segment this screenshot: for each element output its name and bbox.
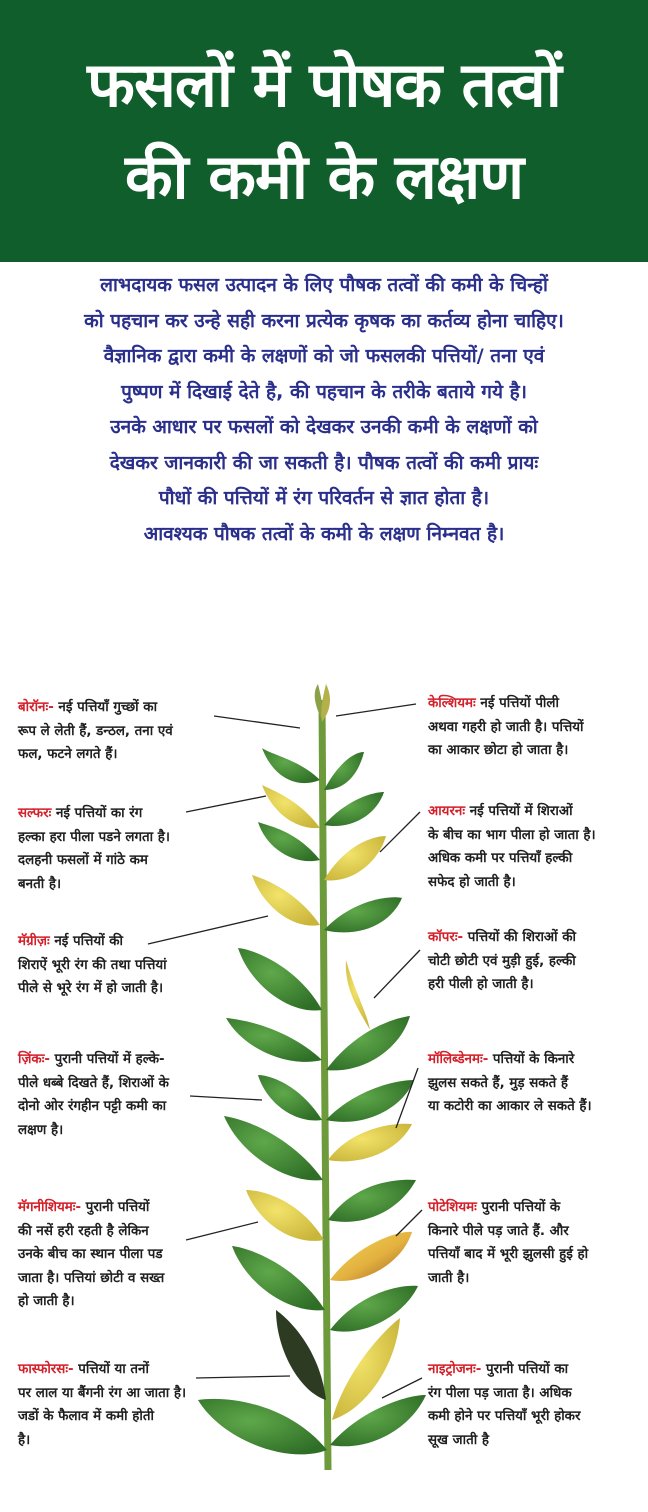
leaf bbox=[226, 1018, 322, 1062]
note-potassium: पोटेशियमः पुरानी पत्तियों के किनारे पीले पड़ जाते हैं. और पत्तियाँ बाद में भूरी झुलसी हुई हो जाती है। bbox=[428, 1200, 589, 1286]
intro-line: देखकर जानकारी की जा सकती है। पौषक तत्वों की कमी प्रायः bbox=[109, 451, 539, 474]
nutrient-name: मॅगनीशियमः- bbox=[18, 1200, 82, 1215]
leaf bbox=[330, 1232, 412, 1281]
note-zinc: ज़िंकः- पुरानी पत्तियों में हल्के- पीले धब्बे दिखते हैं, शिराओं के दोनो ओर रंगहीन पट्टी कमी का लक्षण है। bbox=[18, 1052, 169, 1138]
leaf bbox=[258, 822, 320, 861]
title-line-1: फसलों में पोषक तत्वों bbox=[87, 48, 561, 121]
nutrient-name: नाइट्रोजनः- bbox=[428, 1362, 482, 1377]
intro-line: लाभदायक फसल उत्पादन के लिए पौषक तत्वों की कमी के चिन्हों bbox=[100, 274, 548, 296]
leader-line bbox=[214, 716, 300, 728]
intro-line: आवश्यक पौषक तत्वों के कमी के लक्षण निम्नवत है। bbox=[143, 522, 505, 545]
leaf bbox=[328, 1180, 416, 1222]
nutrient-name: मॉलिब्डेनमः- bbox=[428, 1052, 489, 1067]
intro-line: पुष्पण में दिखाई देते है, की पहचान के तरीके बताये गये है। bbox=[121, 380, 527, 403]
leaf bbox=[232, 1246, 325, 1310]
leaf bbox=[324, 752, 364, 790]
leader-line bbox=[382, 1378, 422, 1398]
nutrient-name: केल्शियमः bbox=[428, 696, 476, 711]
nutrient-name: मॅग्रीज़ः bbox=[18, 934, 50, 949]
leaf bbox=[224, 1116, 323, 1180]
leaf bbox=[324, 792, 384, 826]
note-calcium: केल्शियमः नई पत्तियों पीली अथवा गहरी हो जाती है। पत्तियों का आकार छोटा हो जाता है। bbox=[428, 696, 584, 758]
nutrient-name: बोरॉनः- bbox=[18, 700, 54, 715]
bud-leaf bbox=[321, 684, 330, 722]
nutrient-name: सल्फरः bbox=[18, 806, 52, 821]
stem bbox=[322, 700, 328, 1470]
leaf bbox=[246, 1190, 324, 1241]
nutrient-name: पोटेशियमः bbox=[428, 1200, 477, 1215]
intro-line: उनके आधार पर फसलों को देखकर उनकी कमी के लक्षणों को bbox=[110, 416, 538, 438]
leaf bbox=[258, 1075, 322, 1120]
note-phosphorus: फास्फोरसः- पत्तियों या तनों पर लाल या बैंगनी रंग आ जाता है। जडों के फैलाव में कमी होती है। bbox=[18, 1362, 187, 1448]
leaf bbox=[328, 1124, 412, 1162]
leaf bbox=[330, 1286, 418, 1332]
leaf bbox=[252, 875, 320, 926]
nutrient-name: ज़िंकः- bbox=[18, 1052, 50, 1067]
intro-line: वैज्ञानिक द्वारा कमी के लक्षणों को जो फसलकी पत्तियों/ तना एवं bbox=[103, 345, 545, 367]
leaf bbox=[324, 836, 386, 881]
leaf bbox=[262, 785, 320, 828]
title-line-2: की कमी के लक्षण bbox=[124, 140, 524, 213]
leaf bbox=[346, 960, 370, 1030]
note-molybdenum: मॉलिब्डेनमः- पत्तियों के किनारे झुलस सकते हैं, मुड़ सकते हैं या कटोरी का आकार ले सकते हैं। bbox=[428, 1052, 592, 1114]
leader-line bbox=[336, 704, 416, 716]
intro-line: को पहचान कर उन्हे सही करना प्रत्येक कृषक का कर्तव्य होना चाहिए। bbox=[84, 309, 564, 332]
leader-line bbox=[374, 950, 420, 998]
leader-line bbox=[380, 812, 420, 852]
note-boron: बोरॉनः- नई पत्तियाँ गुच्छों का रूप ले लेती हैं, डन्ठल, तना एवं फल, फटने लगते हैं। bbox=[18, 700, 173, 762]
leaf bbox=[262, 748, 320, 783]
note-iron: आयरनः नई पत्तियों में शिराओं के बीच का भाग पीला हो जाता है। अधिक कमी पर पत्तियाँ हल्की सफेद हो जाती है। bbox=[428, 804, 596, 890]
intro-line: पौधों की पत्तियों में रंग परिवर्तन से ज्ञात होता है। bbox=[158, 487, 490, 509]
leaf bbox=[238, 948, 322, 1011]
nutrient-name: आयरनः bbox=[428, 804, 466, 819]
leaf bbox=[276, 1310, 326, 1400]
nutrient-name: कॉपरः- bbox=[428, 930, 464, 945]
note-magnesium: मॅग्रीज़ः नई पत्तियों की शिराऐं भूरी रंग की तथा पत्तियां पीले से भूरे रंग में हो जाती है। bbox=[18, 934, 167, 996]
leaf bbox=[324, 897, 402, 932]
note-sulphur: सल्फरः नई पत्तियों का रंग हल्का हरा पीला पडने लगता है। दलहनी फसलों में गांठे कम बनती है। bbox=[18, 806, 170, 892]
nutrient-name: फास्फोरसः- bbox=[18, 1362, 74, 1377]
note-nitrogen: नाइट्रोजनः- पुरानी पत्तियों का रंग पीला पड़ जाता है। अधिक कमी होने पर पत्तियाँ भूरी होकर सूख जाती है bbox=[428, 1362, 581, 1448]
note-copper: कॉपरः- पत्तियों की शिराओं की चोटी छोटी एवं मुड़ी हुई, हल्की हरी पीली हो जाती है। bbox=[428, 930, 577, 992]
note-manganese: मॅगनीशियमः- पुरानी पत्तियों की नसें हरी रहती है लेकिन उनके बीच का स्थान पीला पड जाता है। पत्तियां छोटी व सख्त हो जाती है। bbox=[18, 1200, 165, 1309]
